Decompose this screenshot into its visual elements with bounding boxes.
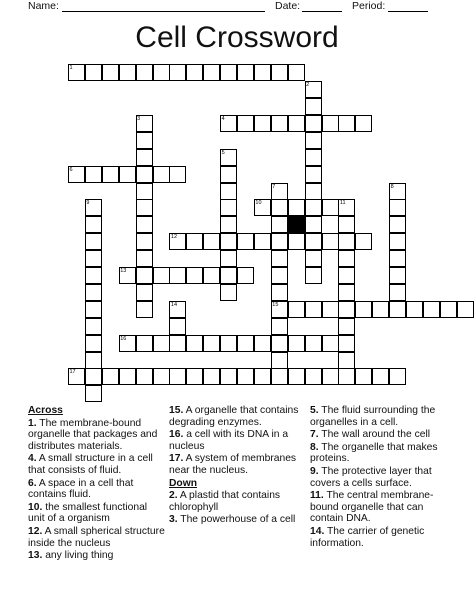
crossword-cell[interactable] — [136, 216, 153, 233]
clues-column-2 — [169, 405, 307, 527]
clues-column-3 — [310, 405, 450, 550]
crossword-cell[interactable] — [305, 115, 322, 132]
crossword-cell[interactable] — [153, 166, 170, 183]
crossword-cell[interactable] — [372, 368, 389, 385]
crossword-cell[interactable] — [85, 284, 102, 301]
crossword-cell[interactable] — [85, 352, 102, 369]
clue-number: 3. — [169, 514, 178, 526]
crossword-cell[interactable] — [288, 115, 305, 132]
crossword-cell[interactable] — [85, 368, 102, 385]
clue-item — [310, 442, 450, 465]
crossword-cell[interactable] — [102, 64, 119, 81]
clue-text: the smallest functional unit of a organism — [28, 501, 148, 525]
crossword-cell[interactable] — [254, 335, 271, 352]
crossword-cell[interactable] — [237, 267, 254, 284]
clue-item — [28, 418, 166, 453]
crossword-cell[interactable] — [136, 335, 153, 352]
clue-item — [310, 429, 450, 441]
crossword-cell[interactable] — [169, 267, 186, 284]
crossword-cell[interactable] — [322, 301, 339, 318]
clue-number: 1. — [28, 417, 37, 429]
crossword-cell[interactable] — [305, 199, 322, 216]
clue-text: The organelle that makes proteins. — [310, 441, 438, 465]
crossword-cell[interactable] — [389, 216, 406, 233]
crossword-cell[interactable] — [169, 335, 186, 352]
crossword-cell[interactable] — [271, 233, 288, 250]
crossword-cell[interactable] — [338, 335, 355, 352]
clue-text: a cell with its DNA in a nucleus — [169, 429, 289, 452]
crossword-cell[interactable] — [305, 216, 322, 233]
clue-item — [310, 466, 450, 489]
crossword-cell[interactable] — [254, 233, 271, 250]
crossword-cell[interactable] — [102, 368, 119, 385]
crossword-cell[interactable] — [203, 267, 220, 284]
crossword-cell[interactable] — [406, 301, 423, 318]
clue-item — [169, 514, 307, 526]
clue-text: A system of membranes near the nucleus. — [169, 453, 297, 476]
crossword-cell[interactable] — [220, 166, 237, 183]
crossword-cell[interactable] — [440, 301, 457, 318]
crossword-cell[interactable] — [389, 284, 406, 301]
crossword-cell[interactable] — [220, 216, 237, 233]
crossword-cell[interactable] — [85, 267, 102, 284]
crossword-cell[interactable] — [136, 64, 153, 81]
clue-text: The powerhouse of a cell — [180, 514, 296, 526]
crossword-cell[interactable] — [305, 166, 322, 183]
crossword-cell[interactable] — [322, 233, 339, 250]
crossword-cell[interactable] — [136, 250, 153, 267]
crossword-cell[interactable] — [85, 385, 102, 402]
crossword-cell[interactable] — [136, 199, 153, 216]
crossword-cell[interactable] — [220, 64, 237, 81]
crossword-cell[interactable] — [220, 233, 237, 250]
clue-number: 6. — [28, 477, 37, 489]
crossword-cell[interactable] — [288, 199, 305, 216]
crossword-cell[interactable] — [322, 199, 339, 216]
clue-number: 17. — [169, 453, 184, 465]
crossword-cell[interactable] — [271, 199, 288, 216]
crossword-cell[interactable] — [271, 267, 288, 284]
period-label: Period: — [352, 0, 386, 12]
crossword-cell[interactable] — [186, 368, 203, 385]
crossword-cell[interactable] — [271, 64, 288, 81]
crossword-cell[interactable] — [237, 335, 254, 352]
crossword-cell[interactable] — [153, 64, 170, 81]
crossword-cell[interactable] — [136, 368, 153, 385]
clue-item — [28, 502, 166, 525]
crossword-cell[interactable] — [305, 368, 322, 385]
crossword-cell[interactable] — [85, 64, 102, 81]
down-heading: Down — [169, 477, 198, 489]
cell-number: 15 — [272, 301, 279, 308]
clue-text: A space in a cell that contains fluid. — [28, 477, 134, 501]
date-label: Date: — [275, 0, 301, 12]
crossword-cell[interactable] — [237, 233, 254, 250]
cell-number: 17 — [69, 369, 76, 376]
crossword-cell[interactable] — [389, 199, 406, 216]
crossword-cell[interactable] — [271, 335, 288, 352]
crossword-cell[interactable] — [169, 368, 186, 385]
crossword-cell[interactable] — [322, 368, 339, 385]
crossword-cell[interactable] — [119, 166, 136, 183]
clue-number: 5. — [310, 405, 319, 416]
crossword-cell[interactable] — [85, 301, 102, 318]
clue-item — [28, 478, 166, 501]
name-label: Name: — [28, 0, 59, 12]
clue-text: The carrier of genetic information. — [310, 525, 425, 549]
crossword-cell[interactable] — [186, 233, 203, 250]
clue-text: The fluid surrounding the organelles in a cell. — [310, 405, 436, 428]
page-title: Cell Crossword — [135, 21, 339, 54]
clue-number: 13. — [28, 550, 43, 562]
crossword-cell[interactable] — [389, 233, 406, 250]
cell-number: 13 — [120, 268, 127, 274]
clue-number: 8. — [310, 441, 319, 453]
crossword-cell[interactable] — [457, 301, 474, 318]
crossword-cell[interactable] — [220, 368, 237, 385]
crossword-cell[interactable] — [220, 335, 237, 352]
crossword-cell[interactable] — [237, 64, 254, 81]
crossword-cell[interactable] — [338, 216, 355, 233]
crossword-cell[interactable] — [322, 115, 339, 132]
crossword-cell[interactable] — [305, 250, 322, 267]
crossword-cell[interactable] — [85, 233, 102, 250]
clue-text: A small spherical structure inside the nucleus — [28, 525, 165, 549]
crossword-cell[interactable] — [220, 250, 237, 267]
crossword-cell[interactable] — [271, 318, 288, 335]
clue-item — [169, 490, 307, 513]
crossword-cell[interactable] — [153, 335, 170, 352]
crossword-cell[interactable] — [220, 267, 237, 284]
crossword-cell[interactable] — [338, 233, 355, 250]
crossword-cell[interactable] — [85, 216, 102, 233]
crossword-cell[interactable] — [389, 368, 406, 385]
crossword-cell[interactable] — [153, 267, 170, 284]
crossword-cell[interactable] — [169, 166, 186, 183]
crossword-cell[interactable] — [254, 115, 271, 132]
crossword-cell[interactable] — [119, 64, 136, 81]
crossword-cell[interactable] — [271, 352, 288, 369]
crossword-cell[interactable] — [136, 301, 153, 318]
crossword-cell[interactable] — [305, 149, 322, 166]
clue-text: A plastid that contains chlorophyll — [169, 490, 281, 513]
crossword-cell[interactable] — [372, 301, 389, 318]
crossword-cell[interactable] — [338, 115, 355, 132]
crossword-cell[interactable] — [305, 132, 322, 149]
crossword-cell[interactable] — [203, 64, 220, 81]
crossword-cell[interactable] — [305, 183, 322, 200]
clue-item — [169, 453, 307, 476]
clue-item — [28, 526, 166, 549]
crossword-cell[interactable] — [305, 98, 322, 115]
crossword-cell[interactable] — [389, 250, 406, 267]
crossword-cell[interactable] — [136, 149, 153, 166]
crossword-cell[interactable] — [288, 64, 305, 81]
crossword-cell[interactable] — [85, 318, 102, 335]
crossword-cell[interactable] — [220, 183, 237, 200]
clue-number: 7. — [310, 429, 319, 441]
clue-text: The central membrane-bound organelle that can contain DNA. — [310, 490, 434, 525]
clue-text: any living thing — [45, 550, 114, 562]
clue-item — [169, 429, 307, 452]
clue-text: A organelle that contains degrading enzymes. — [169, 405, 299, 428]
crossword-cell[interactable] — [305, 233, 322, 250]
crossword-cell[interactable] — [338, 318, 355, 335]
cell-number: 3 — [137, 115, 141, 122]
cell-number: 14 — [170, 301, 178, 308]
crossword-cell[interactable] — [85, 335, 102, 352]
clue-text: The wall around the cell — [321, 429, 431, 441]
clue-number: 16. — [169, 429, 184, 441]
clue-number: 11. — [310, 490, 324, 502]
clue-item — [310, 490, 450, 525]
crossword-cell[interactable] — [203, 233, 220, 250]
clue-number: 12. — [28, 525, 43, 537]
crossword-cell[interactable] — [119, 368, 136, 385]
crossword-cell[interactable] — [136, 132, 153, 149]
crossword-cell[interactable] — [102, 166, 119, 183]
crossword-cell[interactable] — [85, 166, 102, 183]
crossword-cell[interactable] — [271, 250, 288, 267]
crossword-cell[interactable] — [338, 250, 355, 267]
cell-number: 8 — [390, 183, 394, 190]
crossword-cell[interactable] — [338, 267, 355, 284]
clue-text: The protective layer that covers a cells surface. — [310, 465, 432, 489]
clue-item — [28, 550, 166, 562]
crossword-cell[interactable] — [338, 301, 355, 318]
clue-number: 10. — [28, 501, 43, 513]
crossword-cell[interactable] — [355, 233, 372, 250]
crossword-cell[interactable] — [85, 250, 102, 267]
clue-number: 15. — [169, 405, 184, 416]
clue-item — [169, 405, 307, 428]
clues-column-1 — [28, 405, 166, 563]
clue-number: 14. — [310, 525, 325, 537]
clue-text: A small structure in a cell that consists of fluid. — [28, 453, 153, 476]
cell-number: 16 — [120, 335, 127, 342]
clue-number: 9. — [310, 465, 319, 477]
crossword-cell[interactable] — [271, 216, 288, 233]
cell-number: 1 — [69, 65, 73, 72]
cell-number: 6 — [69, 166, 73, 173]
clue-item — [310, 405, 450, 428]
crossword-cell[interactable] — [305, 335, 322, 352]
clue-number: 4. — [28, 453, 37, 465]
cell-number: 10 — [255, 200, 262, 207]
crossword-cell[interactable] — [338, 368, 355, 385]
across-heading: Across — [28, 405, 63, 416]
crossword-cell[interactable] — [322, 335, 339, 352]
crossword-cell[interactable] — [423, 301, 440, 318]
crossword-cell[interactable] — [203, 368, 220, 385]
cell-number: 7 — [272, 183, 276, 190]
crossword-cell[interactable] — [355, 115, 372, 132]
crossword-cell[interactable] — [237, 368, 254, 385]
black-square — [288, 216, 305, 233]
crossword-cell[interactable] — [271, 284, 288, 301]
crossword-cell[interactable] — [288, 335, 305, 352]
clue-text: The membrane-bound organelle that packages and distributes materials. — [28, 417, 158, 452]
clue-number: 2. — [169, 490, 178, 502]
crossword-cell[interactable] — [288, 301, 305, 318]
crossword-cell[interactable] — [169, 64, 186, 81]
cell-number: 2 — [306, 82, 310, 89]
crossword-cell[interactable] — [355, 301, 372, 318]
crossword-cell[interactable] — [186, 64, 203, 81]
crossword-cell[interactable] — [136, 233, 153, 250]
crossword-cell[interactable] — [186, 335, 203, 352]
crossword-cell[interactable] — [153, 368, 170, 385]
cell-number: 9 — [86, 200, 90, 207]
crossword-cell[interactable] — [220, 284, 237, 301]
crossword-cell[interactable] — [271, 115, 288, 132]
crossword-cell[interactable] — [389, 267, 406, 284]
crossword-cell[interactable] — [136, 284, 153, 301]
crossword-cell[interactable] — [338, 284, 355, 301]
crossword-cell[interactable] — [288, 233, 305, 250]
crossword-cell[interactable] — [355, 368, 372, 385]
crossword-cell[interactable] — [389, 301, 406, 318]
cell-number: 4 — [221, 115, 225, 122]
crossword-cell[interactable] — [254, 368, 271, 385]
cell-number: 12 — [170, 234, 178, 241]
crossword-cell[interactable] — [254, 64, 271, 81]
crossword-cell[interactable] — [136, 166, 153, 183]
cell-number: 5 — [221, 149, 225, 156]
crossword-cell[interactable] — [237, 115, 254, 132]
crossword-cell[interactable] — [338, 352, 355, 369]
crossword-cell[interactable] — [136, 183, 153, 200]
crossword-cell[interactable] — [136, 267, 153, 284]
crossword-cell[interactable] — [220, 199, 237, 216]
clue-item — [310, 526, 450, 549]
crossword-cell[interactable] — [305, 301, 322, 318]
crossword-cell[interactable] — [169, 318, 186, 335]
crossword-cell[interactable] — [305, 267, 322, 284]
cell-number: 11 — [339, 200, 346, 207]
crossword-cell[interactable] — [271, 368, 288, 385]
crossword-cell[interactable] — [203, 335, 220, 352]
crossword-cell[interactable] — [186, 267, 203, 284]
clue-item — [28, 453, 166, 476]
crossword-cell[interactable] — [288, 368, 305, 385]
